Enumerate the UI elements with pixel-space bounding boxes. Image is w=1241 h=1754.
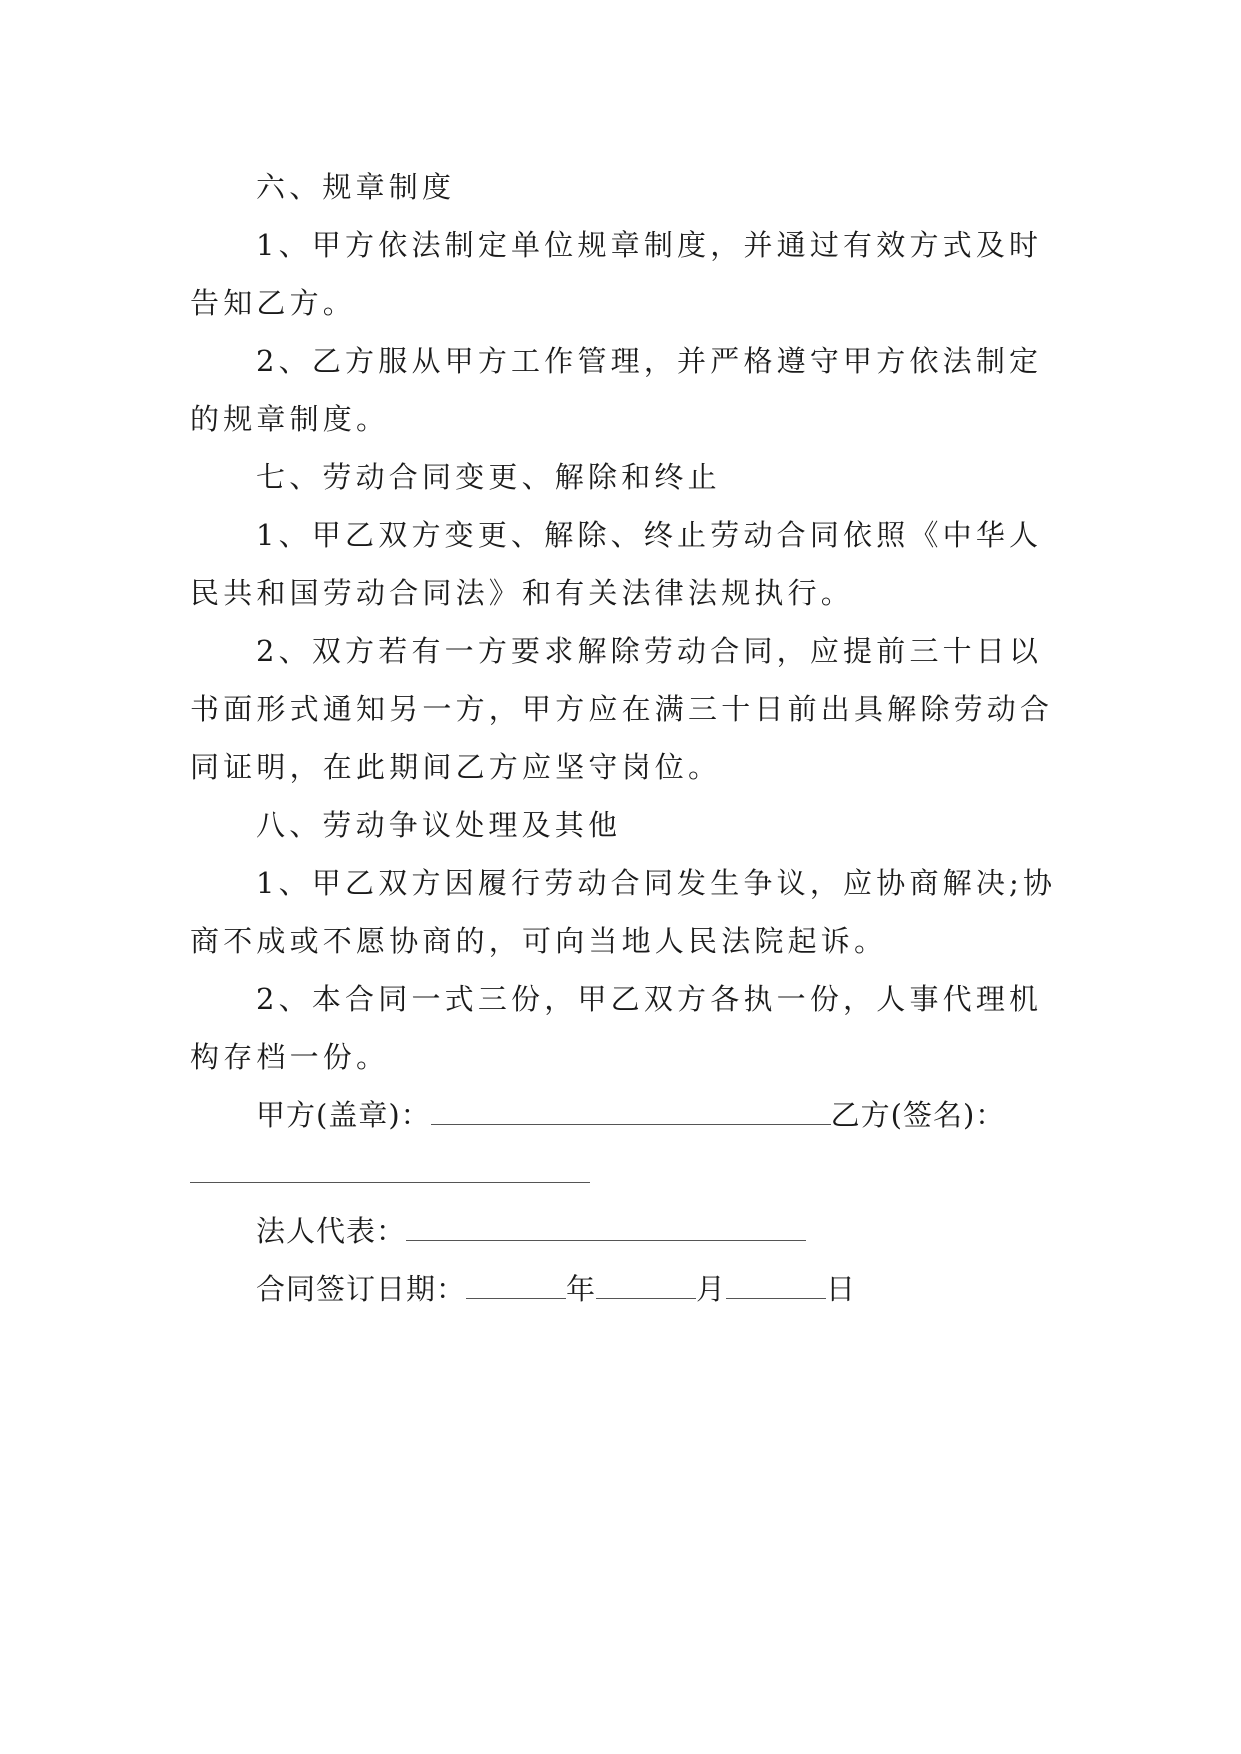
section-heading-8: 八、劳动争议处理及其他: [256, 808, 622, 842]
clause-7-2-line1: 2、双方若有一方要求解除劳动合同，应提前三十日以: [256, 634, 1043, 668]
clause-7-1-line1: 1、甲乙双方变更、解除、终止劳动合同依照《中华人: [256, 518, 1043, 552]
signing-date-label: 合同签订日期：: [256, 1272, 467, 1306]
signing-date-row: [190, 1260, 1052, 1318]
section-heading-7: 七、劳动合同变更、解除和终止: [256, 460, 721, 494]
clause-8-2-line2: 构存档一份。: [190, 1040, 390, 1074]
contract-page: [190, 158, 1057, 1318]
day-field[interactable]: [726, 1268, 826, 1299]
day-label: 日: [826, 1272, 857, 1306]
party-a-signature-line[interactable]: [431, 1094, 831, 1125]
section-heading-6: 六、规章制度: [256, 170, 456, 204]
year-field[interactable]: [466, 1268, 566, 1299]
party-signature-row: [190, 1086, 1052, 1144]
legal-rep-signature-line[interactable]: [406, 1210, 806, 1241]
clause-6-1-line2: 告知乙方。: [190, 286, 357, 320]
legal-rep-label: 法人代表：: [256, 1214, 407, 1248]
clause-6-1-line1: 1、甲方依法制定单位规章制度，并通过有效方式及时: [256, 228, 1043, 262]
month-label: 月: [696, 1272, 727, 1306]
party-b-signature-row: [190, 1144, 1052, 1202]
clause-7-1-line2: 民共和国劳动合同法》和有关法律法规执行。: [190, 576, 855, 610]
party-a-label: 甲方(盖章)：: [256, 1098, 431, 1132]
year-label: 年: [566, 1272, 597, 1306]
month-field[interactable]: [596, 1268, 696, 1299]
party-b-label: 乙方(签名)：: [830, 1098, 1006, 1132]
party-b-signature-line[interactable]: [190, 1152, 590, 1183]
clause-7-2-line2: 书面形式通知另一方，甲方应在满三十日前出具解除劳动合: [190, 692, 1054, 726]
clause-8-1-line2: 商不成或不愿协商的，可向当地人民法院起诉。: [190, 924, 888, 958]
legal-rep-row: [190, 1202, 1052, 1260]
clause-7-2-line3: 同证明，在此期间乙方应坚守岗位。: [190, 750, 722, 784]
clause-6-2-line2: 的规章制度。: [190, 402, 390, 436]
clause-8-1-line1: 1、甲乙双方因履行劳动合同发生争议，应协商解决;协: [256, 866, 1057, 900]
clause-8-2-line1: 2、本合同一式三份，甲乙双方各执一份，人事代理机: [256, 982, 1043, 1016]
clause-6-2-line1: 2、乙方服从甲方工作管理，并严格遵守甲方依法制定: [256, 344, 1043, 378]
